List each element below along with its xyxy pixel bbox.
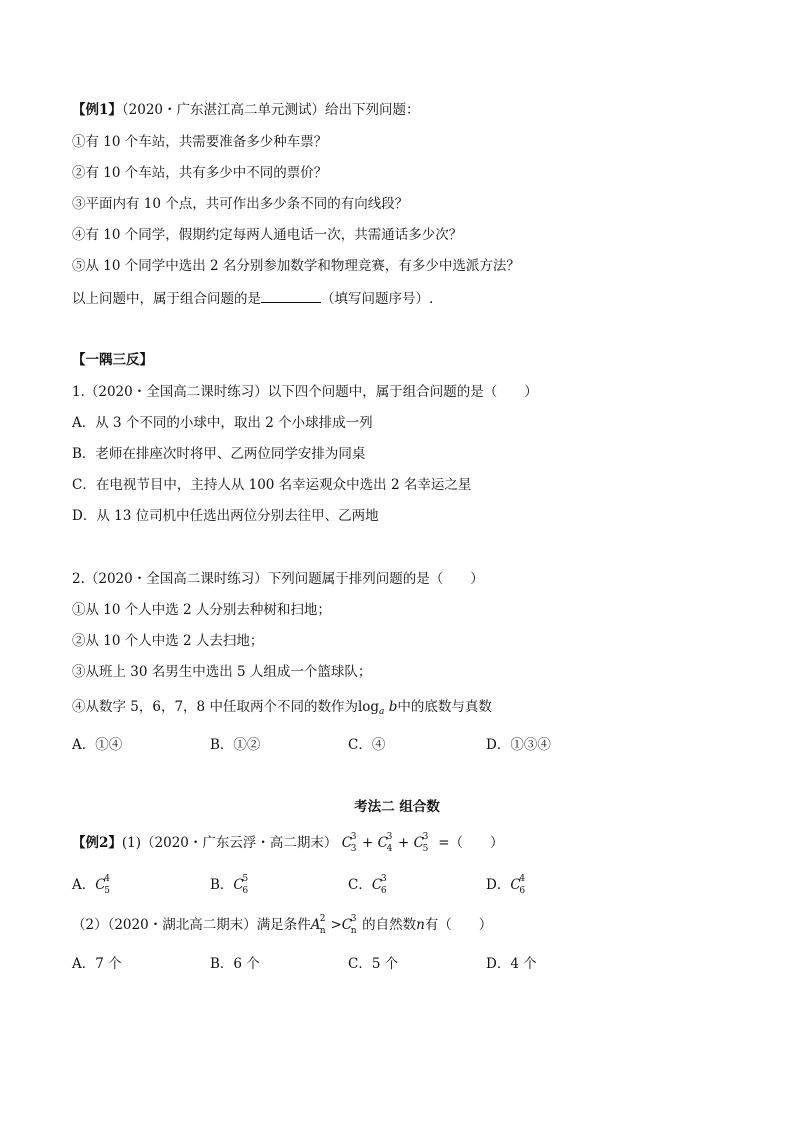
q1-stem: 1.（2020・全国高二课时练习）以下四个问题中，属于组合问题的是（ ） xyxy=(72,384,538,400)
example2-part2: （2）（2020・湖北高二期末）满足条件A 2 n >C 3 n 的自然数n有（ ） xyxy=(72,914,493,936)
q2-options xyxy=(72,736,632,754)
ex2-option-c: C．C 3 6 xyxy=(348,874,387,896)
example2-part1-tail: =（ ） xyxy=(438,835,504,851)
q2-option-b: B．①② xyxy=(210,737,261,753)
ex2-part2-options xyxy=(72,955,632,973)
q2-option-d: D．①③④ xyxy=(486,737,551,753)
example1-question-hint: （填写问题序号）. xyxy=(321,291,434,307)
q1-option-a: A．从 3 个不同的小球中，取出 2 个小球排成一列 xyxy=(72,415,373,431)
q1-option-d: D．从 13 位司机中任选出两位分别去往甲、乙两地 xyxy=(72,508,379,524)
example1-item-4: ④有 10 个同学，假期约定每两人通电话一次，共需通话多少次？ xyxy=(72,227,463,243)
example2-part1: 【例2】(1)（2020・广东云浮・高二期末） C 3 3 + C 3 4 + C 3 5 =（ ） xyxy=(72,832,504,854)
answer-blank xyxy=(261,289,321,303)
ex2-option-b: B．C 5 6 xyxy=(210,874,249,896)
comb-c43: C 3 4 xyxy=(377,832,393,854)
q1-option-b: B．老师在排座次时将甲、乙两位同学安排为同桌 xyxy=(72,446,366,462)
example2-part2-mid: 的自然数 xyxy=(362,917,417,933)
log-base: a xyxy=(379,707,385,717)
q2-option-a: A．①④ xyxy=(72,737,123,753)
q1-option-c: C．在电视节目中，主持人从 100 名幸运观众中选出 2 名幸运之星 xyxy=(72,477,472,493)
log-expression xyxy=(358,699,397,715)
ex2p2-option-a: A．7 个 xyxy=(72,956,122,972)
example1-item-3: ③平面内有 10 个点，共可作出多少条不同的有向线段？ xyxy=(72,196,409,212)
perm-an2: A 2 n xyxy=(310,914,326,936)
ex2p2-option-c: C．5 个 xyxy=(348,956,399,972)
q2-item-1: ①从 10 个人中选 2 人分别去种树和扫地； xyxy=(72,602,331,618)
example1-item-1: ①有 10 个车站，共需要准备多少种车票？ xyxy=(72,134,328,150)
example2-part1-source: (1)（2020・广东云浮・高二期末） xyxy=(121,835,338,851)
ex2-option-d: D．C 4 6 xyxy=(486,874,526,896)
example2-part2-tail: 有（ ） xyxy=(424,917,493,933)
var-n: n xyxy=(416,917,425,933)
example1-label: 【例1】 xyxy=(72,102,122,118)
log-argument: b xyxy=(388,699,398,715)
q2-item-4-text: ④从数字 5，6，7，8 中任取两个不同的数作为 xyxy=(72,699,358,715)
example1-item-5: ⑤从 10 个同学中选出 2 名分别参加数学和物理竞赛，有多少中选派方法？ xyxy=(72,258,520,274)
log-word: log xyxy=(357,699,380,715)
example1-question xyxy=(72,289,433,308)
q2-item-4 xyxy=(72,698,492,721)
example2-label: 【例2】 xyxy=(72,835,122,851)
ex2p2-option-b: B．6 个 xyxy=(210,956,260,972)
q2-stem: 2.（2020・全国高二课时练习）下列问题属于排列问题的是（ ） xyxy=(72,571,484,587)
q2-option-c: C．④ xyxy=(348,737,386,753)
section-title-yiyusanfan: 【一隅三反】 xyxy=(72,352,153,368)
comb-cn3: C 3 n xyxy=(341,914,357,936)
comb-c53: C 3 5 xyxy=(413,832,429,854)
example1-source: （2020・广东湛江高二单元测试）给出下列问题： xyxy=(121,102,420,118)
example1-question-text: 以上问题中，属于组合问题的是 xyxy=(72,291,261,307)
ex2-option-a: A．C 4 5 xyxy=(72,874,110,896)
comb-c33: C 3 3 xyxy=(341,832,357,854)
example2-part2-source: （2）（2020・湖北高二期末）满足条件 xyxy=(72,917,311,933)
q2-item-4-tail: 中的底数与真数 xyxy=(397,699,492,715)
example1-title xyxy=(72,101,420,119)
ex2p2-option-d: D．4 个 xyxy=(486,956,537,972)
section-title-kaofa2: 考法二 组合数 xyxy=(354,799,440,815)
q2-item-3: ③从班上 30 名男生中选出 5 人组成一个篮球队； xyxy=(72,664,372,680)
ex2-options xyxy=(72,876,632,894)
example1-item-2: ②有 10 个车站，共有多少中不同的票价？ xyxy=(72,165,328,181)
q2-item-2: ②从 10 个人中选 2 人去扫地； xyxy=(72,633,264,649)
